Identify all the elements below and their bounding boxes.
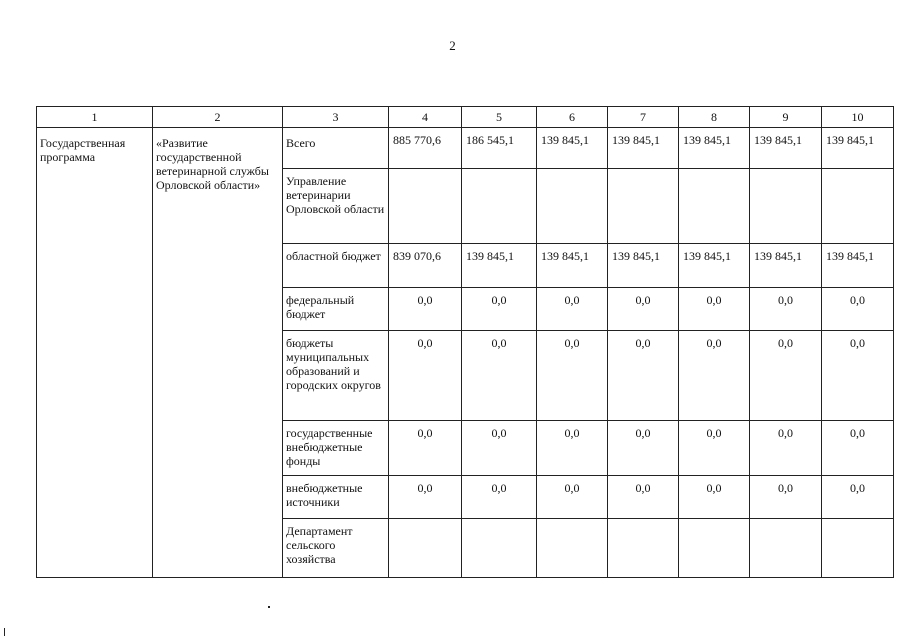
value-cell: 0,0 — [389, 331, 462, 421]
value-cell — [679, 519, 750, 578]
value-cell: 885 770,6 — [389, 128, 462, 169]
value-cell: 186 545,1 — [462, 128, 537, 169]
value-cell: 139 845,1 — [679, 244, 750, 288]
value-cell — [462, 169, 537, 244]
value-cell: 0,0 — [462, 421, 537, 476]
table-header-row — [37, 107, 894, 128]
value-cell: 0,0 — [822, 476, 894, 519]
value-cell: 0,0 — [608, 476, 679, 519]
value-cell: 139 845,1 — [750, 244, 822, 288]
value-cell: 0,0 — [537, 476, 608, 519]
value-cell: 0,0 — [750, 476, 822, 519]
value-cell: 0,0 — [462, 288, 537, 331]
scan-artifact — [4, 628, 5, 636]
header-cell: 5 — [462, 107, 537, 128]
row-label: бюджеты муниципальных образований и городских округов — [283, 331, 389, 421]
row-label: внебюджетные источники — [283, 476, 389, 519]
row-label: Управление ветеринарии Орловской области — [283, 169, 389, 244]
value-cell — [462, 519, 537, 578]
value-cell: 0,0 — [822, 421, 894, 476]
row-label: федеральный бюджет — [283, 288, 389, 331]
value-cell: 0,0 — [679, 331, 750, 421]
value-cell: 0,0 — [537, 421, 608, 476]
header-cell: 8 — [679, 107, 750, 128]
row-label: Всего — [283, 128, 389, 169]
value-cell: 0,0 — [537, 331, 608, 421]
header-cell: 1 — [37, 107, 153, 128]
value-cell: 0,0 — [608, 288, 679, 331]
value-cell: 139 845,1 — [750, 128, 822, 169]
value-cell: 139 845,1 — [537, 244, 608, 288]
value-cell: 0,0 — [679, 421, 750, 476]
value-cell: 0,0 — [679, 288, 750, 331]
header-cell: 10 — [822, 107, 894, 128]
header-cell: 7 — [608, 107, 679, 128]
value-cell — [537, 519, 608, 578]
header-cell: 3 — [283, 107, 389, 128]
value-cell: 0,0 — [679, 476, 750, 519]
value-cell: 0,0 — [462, 331, 537, 421]
value-cell: 0,0 — [608, 331, 679, 421]
value-cell: 139 845,1 — [822, 128, 894, 169]
header-cell: 6 — [537, 107, 608, 128]
value-cell — [750, 169, 822, 244]
value-cell: 0,0 — [750, 331, 822, 421]
value-cell: 139 845,1 — [608, 128, 679, 169]
header-cell: 4 — [389, 107, 462, 128]
value-cell — [608, 519, 679, 578]
row-label: Департамент сельского хозяйства — [283, 519, 389, 578]
program-name-cell: «Развитие государственной ветеринарной службы Орловской области» — [153, 128, 283, 578]
row-label: государственные внебюджетные фонды — [283, 421, 389, 476]
value-cell — [389, 519, 462, 578]
value-cell: 139 845,1 — [462, 244, 537, 288]
value-cell: 0,0 — [822, 288, 894, 331]
value-cell — [608, 169, 679, 244]
value-cell: 139 845,1 — [537, 128, 608, 169]
header-cell: 2 — [153, 107, 283, 128]
value-cell — [822, 519, 894, 578]
value-cell: 0,0 — [537, 288, 608, 331]
table-row — [37, 128, 894, 169]
value-cell — [822, 169, 894, 244]
header-cell: 9 — [750, 107, 822, 128]
value-cell: 139 845,1 — [608, 244, 679, 288]
value-cell: 139 845,1 — [679, 128, 750, 169]
value-cell: 139 845,1 — [822, 244, 894, 288]
value-cell: 0,0 — [750, 421, 822, 476]
value-cell: 0,0 — [462, 476, 537, 519]
value-cell — [679, 169, 750, 244]
row-label: областной бюджет — [283, 244, 389, 288]
program-type-cell: Государственная программа — [37, 128, 153, 578]
value-cell: 0,0 — [608, 421, 679, 476]
value-cell: 0,0 — [389, 476, 462, 519]
value-cell: 0,0 — [750, 288, 822, 331]
value-cell: 0,0 — [389, 288, 462, 331]
value-cell: 0,0 — [389, 421, 462, 476]
page-number: 2 — [449, 38, 456, 53]
value-cell — [389, 169, 462, 244]
value-cell — [750, 519, 822, 578]
value-cell: 0,0 — [822, 331, 894, 421]
value-cell — [537, 169, 608, 244]
value-cell: 839 070,6 — [389, 244, 462, 288]
scan-artifact — [268, 606, 270, 608]
budget-table — [36, 106, 894, 578]
